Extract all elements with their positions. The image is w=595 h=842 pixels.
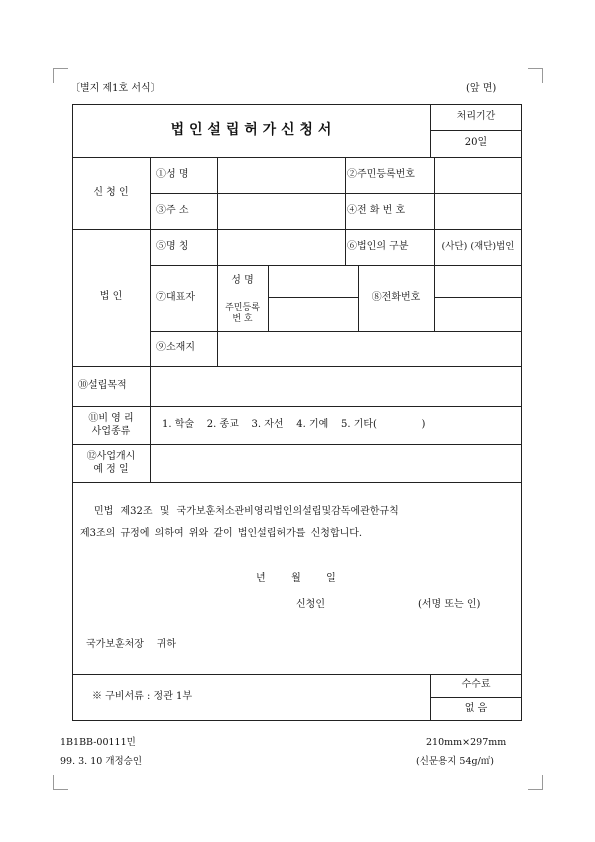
corporation-phone-field-1[interactable] bbox=[434, 265, 522, 297]
form-number: 〔별지 제1호 서식〕 bbox=[70, 83, 161, 94]
corporation-name-label: ⑤명 칭 bbox=[156, 240, 189, 252]
addressee: 국가보훈처장 귀하 bbox=[86, 639, 176, 650]
start-date-label-line1: ⑫사업개시 bbox=[86, 451, 136, 462]
corporation-type-value[interactable]: (사단) (재단)법인 bbox=[441, 241, 515, 253]
representative-rrn-label-line2: 번 호 bbox=[232, 314, 253, 324]
corporation-section-label: 법 인 bbox=[99, 291, 123, 303]
fee-label: 수수료 bbox=[461, 679, 491, 691]
approval-date: 99. 3. 10 개정승인 bbox=[60, 756, 143, 767]
applicant-rrn-field[interactable] bbox=[434, 157, 522, 193]
page-side: (앞 면) bbox=[466, 83, 497, 94]
business-type-options[interactable]: 1. 학술 2. 종교 3. 자선 4. 기예 5. 기타( ) bbox=[162, 418, 426, 430]
representative-rrn-label bbox=[217, 297, 268, 331]
start-date-field[interactable] bbox=[150, 444, 522, 482]
applicant-sign-label: 신청인 bbox=[296, 599, 325, 610]
crop-mark-bottom-left bbox=[53, 775, 68, 790]
representative-name-field[interactable] bbox=[268, 265, 358, 297]
crop-mark-top-right bbox=[528, 68, 543, 83]
corporation-phone-label: ⑧전화번호 bbox=[371, 291, 421, 303]
applicant-address-field[interactable] bbox=[217, 193, 345, 229]
corporation-phone-field-2[interactable] bbox=[434, 297, 522, 331]
statement-line-1: 민법 제32조 및 국가보훈처소관비영리법인의설립및감독에관한규칙 bbox=[94, 506, 399, 517]
application-date[interactable]: 년 월 일 bbox=[256, 573, 336, 584]
paper-size: 210mm×297mm bbox=[426, 737, 507, 748]
form-title: 법 인 설 립 허 가 신 청 서 bbox=[170, 121, 332, 138]
purpose-field[interactable] bbox=[150, 366, 522, 406]
applicant-name-field[interactable] bbox=[217, 157, 345, 193]
business-type-label-line1: ⑪비 영 리 bbox=[88, 413, 134, 424]
corporation-name-field[interactable] bbox=[217, 229, 345, 265]
application-form bbox=[72, 104, 522, 721]
corporation-location-field[interactable] bbox=[217, 331, 522, 366]
signature-note: (서명 또는 인) bbox=[418, 599, 481, 610]
processing-period-label: 처리기간 bbox=[456, 110, 496, 122]
processing-period-value: 20일 bbox=[464, 137, 488, 149]
representative-label: ⑦대표자 bbox=[156, 291, 195, 303]
representative-rrn-label-line1: 주민등록 bbox=[225, 303, 260, 314]
representative-rrn-field[interactable] bbox=[268, 297, 358, 331]
corporation-type-label: ⑥법인의 구분 bbox=[347, 240, 409, 252]
statement-line-2: 제3조의 규정에 의하여 위와 같이 법인설립허가를 신청합니다. bbox=[80, 528, 363, 539]
representative-name-label: 성 명 bbox=[231, 274, 254, 286]
applicant-address-label: ③주 소 bbox=[156, 204, 189, 216]
crop-mark-top-left bbox=[53, 68, 68, 83]
corporation-location-label: ⑨소재지 bbox=[156, 342, 195, 354]
applicant-name-label: ①성 명 bbox=[156, 168, 189, 180]
crop-mark-bottom-right bbox=[528, 775, 543, 790]
applicant-phone-field[interactable] bbox=[434, 193, 522, 229]
business-type-label-line2: 사업종류 bbox=[91, 426, 131, 437]
applicant-phone-label: ④전 화 번 호 bbox=[347, 204, 406, 216]
business-type-label bbox=[72, 406, 150, 444]
fee-value: 없 음 bbox=[464, 702, 488, 714]
paper-type: (신문용지 54g/㎡) bbox=[416, 756, 495, 767]
attachment-note: ※ 구비서류 : 정관 1부 bbox=[92, 691, 193, 703]
start-date-label-line2: 예 정 일 bbox=[93, 464, 129, 475]
applicant-section-label: 신 청 인 bbox=[93, 186, 129, 198]
form-code: 1B1BB-00111민 bbox=[60, 737, 136, 748]
purpose-label: ⑩설립목적 bbox=[78, 379, 127, 391]
start-date-label bbox=[72, 444, 150, 482]
applicant-rrn-label: ②주민등록번호 bbox=[347, 168, 415, 180]
